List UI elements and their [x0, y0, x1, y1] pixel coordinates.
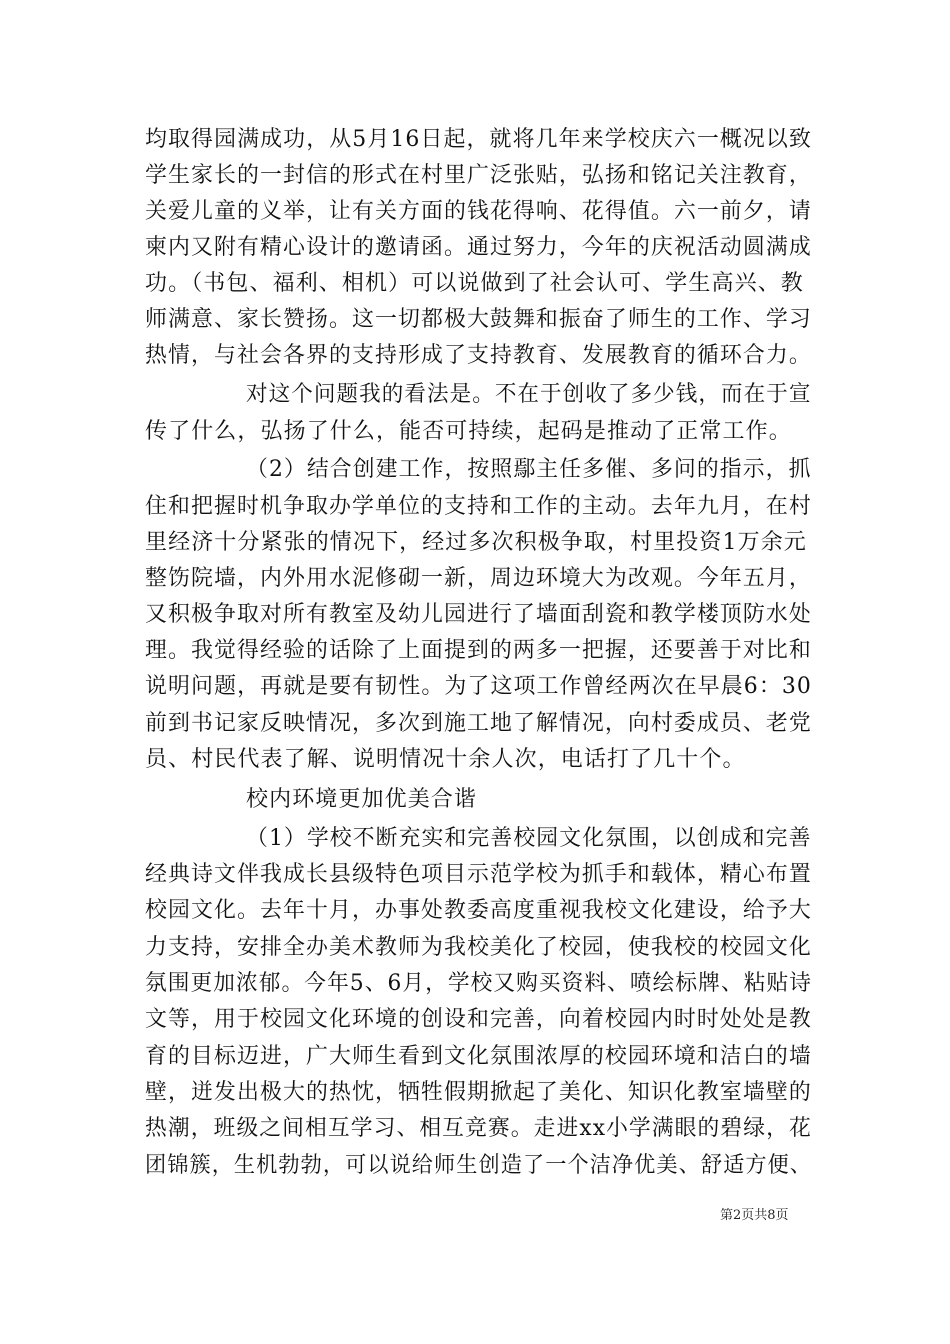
body-text-line: 育的目标迈进，广大师生看到文化氛围浓厚的校园环境和洁白的墙 [145, 1044, 812, 1069]
page-number-footer: 第2页共8页 [720, 1208, 789, 1223]
body-text-line: 传了什么，弘扬了什么，能否可持续，起码是推动了正常工作。 [145, 419, 792, 444]
body-text-line: 理。我觉得经验的话除了上面提到的两多一把握，还要善于对比和 [145, 638, 812, 663]
body-text-line: 关爱儿童的义举，让有关方面的钱花得响、花得值。六一前夕，请 [145, 199, 812, 224]
body-text-line: 文等，用于校园文化环境的创设和完善，向着校园内时时处处是教 [145, 1007, 812, 1032]
body-text-line: 功。（书包、福利、相机）可以说做到了社会认可、学生高兴、教 [145, 271, 804, 296]
body-text-line: 说明问题，再就是要有韧性。为了这项工作曾经两次在早晨6：30 [145, 674, 812, 699]
body-text-line: 员、村民代表了解、说明情况十余人次，电话打了几十个。 [145, 747, 746, 772]
body-text-line: 团锦簇，生机勃勃，可以说给师生创造了一个洁净优美、舒适方便、 [145, 1153, 813, 1178]
body-text-line: 对这个问题我的看法是。不在于创收了多少钱，而在于宣 [246, 382, 812, 407]
body-text-line: 柬内又附有精心设计的邀请函。通过努力，今年的庆祝活动圆满成 [145, 235, 812, 260]
body-text-line: 壁，迸发出极大的热忱，牺牲假期掀起了美化、知识化教室墙壁的 [145, 1080, 812, 1105]
body-text-line: 校园文化。去年十月，办事处教委高度重视我校文化建设，给予大 [145, 898, 812, 923]
body-text-line: 氛围更加浓郁。今年5、6月，学校又购买资料、喷绘标牌、粘贴诗 [145, 971, 812, 996]
body-text-line: （1）学校不断充实和完善校园文化氛围，以创成和完善 [246, 826, 812, 851]
section-heading: 校内环境更加优美合谐 [246, 787, 478, 812]
body-text-line: 热潮，班级之间相互学习、相互竞赛。走进xx小学满眼的碧绿，花 [145, 1116, 812, 1141]
body-text-line: 经典诗文伴我成长县级特色项目示范学校为抓手和载体，精心布置 [145, 862, 812, 887]
body-text-line: 前到书记家反映情况，多次到施工地了解情况，向村委成员、老党 [145, 711, 812, 736]
body-text-line: 里经济十分紧张的情况下，经过多次积极争取，村里投资1万余元 [145, 530, 807, 555]
body-text-line: 住和把握时机争取办学单位的支持和工作的主动。去年九月，在村 [145, 494, 812, 519]
body-text-line: 力支持，安排全办美术教师为我校美化了校园，使我校的校园文化 [145, 935, 812, 960]
body-text-line: 整饬院墙，内外用水泥修砌一新，周边环境大为改观。今年五月， [145, 566, 812, 591]
body-text-line: 学生家长的一封信的形式在村里广泛张贴，弘扬和铭记关注教育， [145, 163, 812, 188]
body-text-line: （2）结合创建工作，按照鄢主任多催、多问的指示，抓 [246, 457, 812, 482]
body-text-line: 均取得园满成功，从5月16日起，就将几年来学校庆六一概况以致 [145, 127, 812, 152]
body-text-line: 又积极争取对所有教室及幼儿园进行了墙面刮瓷和教学楼顶防水处 [145, 602, 812, 627]
body-text-line: 师满意、家长赞扬。这一切都极大鼓舞和振奋了师生的工作、学习 [145, 307, 812, 332]
body-text-line: 热情，与社会各界的支持形成了支持教育、发展教育的循环合力。 [145, 343, 812, 368]
